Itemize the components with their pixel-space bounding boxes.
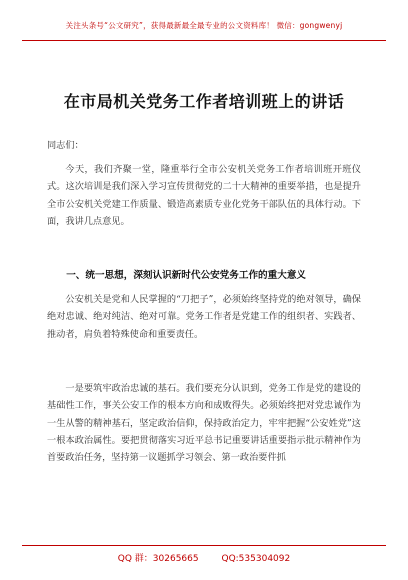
paragraph-body-1: 公安机关是党和人民掌握的“刀把子”，必须始终坚持党的绝对领导，确保绝对忠诚、绝对纯洁、绝对可靠。党务工作者是党建工作的组织者、实践者、推动者，肩负着特殊使命和重要责任。 bbox=[47, 294, 361, 340]
footer-contact bbox=[0, 551, 408, 564]
salutation: 同志们： bbox=[47, 140, 84, 151]
footer-qq-contact: QQ:535304092 bbox=[221, 554, 291, 564]
footer-divider bbox=[22, 545, 386, 546]
footer-qq-group: QQ 群：30265665 bbox=[117, 554, 199, 564]
paragraph-intro: 今天，我们齐聚一堂，隆重举行全市公安机关党务工作者培训班开班仪式。这次培训是我们深入学习宣传贯彻党的二十大精神的重要举措，也是提升全市公安机关党建工作质量、锻造高素质专业化党务干部队伍的具体行动。下面，我讲几点意见。 bbox=[47, 164, 361, 227]
paragraph-body-2: 一是要筑牢政治忠诚的基石。我们要充分认识到，党务工作是党的建设的基础性工作，事关公安工作的根本方向和成败得失。必须始终把对党忠诚作为一生从警的精神基石，坚定政治信仰，保持政治定力，牢牢把握“公安姓党”这一根本政治属性。要把贯彻落实习近平总书记重要讲话重要指示批示精神作为首要政治任务，坚持第一议题抓学习领会、第一政治要件抓 bbox=[47, 383, 361, 464]
header-divider bbox=[22, 40, 386, 41]
header-banner: 关注头条号“公文研究”，获得最新最全最专业的公文资料库！ 微信：gongwenyj bbox=[65, 21, 343, 30]
document-title: 在市局机关党务工作者培训班上的讲话 bbox=[63, 92, 345, 111]
section-heading-1: 一、统一思想，深刻认识新时代公安党务工作的重大意义 bbox=[66, 270, 307, 281]
